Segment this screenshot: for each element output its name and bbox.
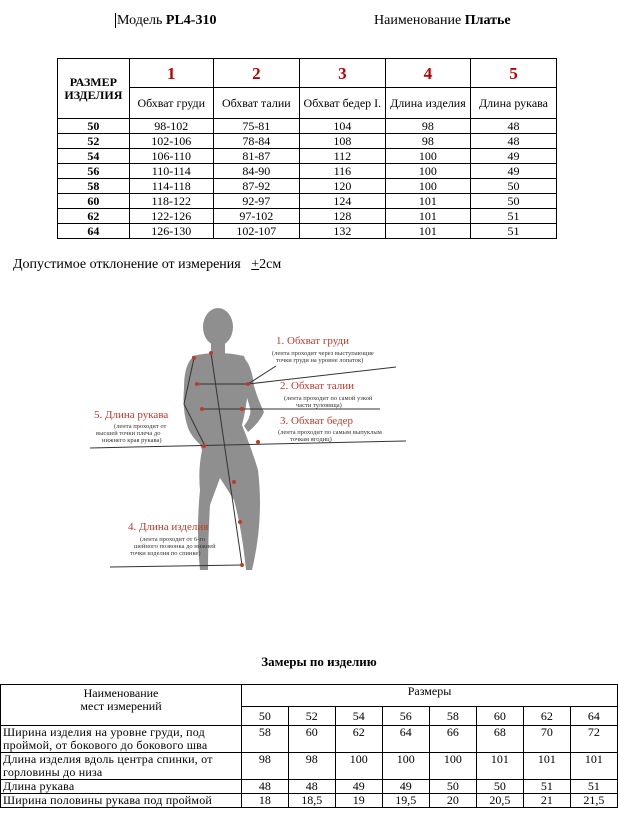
value-cell: 106-110 <box>129 149 213 164</box>
size-row <box>58 119 557 134</box>
measurement-value: 101 <box>476 753 523 780</box>
measurement-value: 21,5 <box>570 794 617 808</box>
size-row <box>58 194 557 209</box>
column-number: 5 <box>470 59 556 88</box>
measurement-value: 66 <box>429 726 476 753</box>
measurement-figure <box>80 300 420 600</box>
measurement-row <box>1 794 618 808</box>
value-cell: 49 <box>470 149 556 164</box>
value-cell: 101 <box>385 224 470 239</box>
measurement-value: 58 <box>242 726 289 753</box>
name-label: Наименование <box>374 13 462 28</box>
size-row <box>58 179 557 194</box>
column-number: 1 <box>129 59 213 88</box>
size-cell: 52 <box>58 134 130 149</box>
value-cell: 116 <box>299 164 385 179</box>
size-cell: 54 <box>58 149 130 164</box>
measurement-value: 101 <box>570 753 617 780</box>
length-label-note: точки изделия по спинке) <box>130 550 201 557</box>
value-cell: 49 <box>470 164 556 179</box>
value-cell: 128 <box>299 209 385 224</box>
length-label-title: 4. Длина изделия <box>128 521 209 533</box>
measurements-title: Замеры по изделию <box>261 654 377 669</box>
value-cell: 50 <box>470 179 556 194</box>
value-cell: 104 <box>299 119 385 134</box>
measurement-name: Ширина половины рукава под проймой <box>1 794 242 808</box>
measurement-value: 21 <box>523 794 570 808</box>
size-cell: 56 <box>58 164 130 179</box>
waist-label-title: 2. Обхват талии <box>280 380 355 392</box>
measurements-table <box>0 684 618 808</box>
size-row <box>58 224 557 239</box>
measurement-value: 51 <box>523 780 570 794</box>
measurement-value: 100 <box>429 753 476 780</box>
measurement-row <box>1 780 618 794</box>
chest-label-note: точки груди на уровне лопаток) <box>276 357 364 364</box>
measurement-value: 49 <box>382 780 429 794</box>
size-row <box>58 149 557 164</box>
value-cell: 98 <box>385 134 470 149</box>
sleeve-label-note: (лента проходит от <box>114 423 167 430</box>
name-line <box>374 13 511 29</box>
value-cell: 114-118 <box>129 179 213 194</box>
value-cell: 48 <box>470 119 556 134</box>
waist-label-note: (лента проходит по самой узкой <box>284 395 373 402</box>
value-cell: 84-90 <box>213 164 299 179</box>
size-column-header: 56 <box>382 707 429 726</box>
measurement-value: 62 <box>335 726 382 753</box>
measurement-value: 20,5 <box>476 794 523 808</box>
value-cell: 102-106 <box>129 134 213 149</box>
measurements-corner <box>1 685 242 726</box>
tolerance-note <box>13 257 281 273</box>
measurement-value: 48 <box>288 780 335 794</box>
measurement-value: 19,5 <box>382 794 429 808</box>
value-cell: 126-130 <box>129 224 213 239</box>
model-value: PL4-310 <box>165 13 217 28</box>
size-column-header: 64 <box>570 707 617 726</box>
measurement-value: 60 <box>288 726 335 753</box>
value-cell: 97-102 <box>213 209 299 224</box>
sleeve-label-note: нижнего края рукава) <box>102 437 162 444</box>
measurement-name: Длина рукава <box>1 780 242 794</box>
corner-label: мест измерений <box>80 699 162 713</box>
value-cell: 124 <box>299 194 385 209</box>
measurement-value: 18,5 <box>288 794 335 808</box>
size-column-header: 60 <box>476 707 523 726</box>
size-column-header: 54 <box>335 707 382 726</box>
value-cell: 112 <box>299 149 385 164</box>
measurement-value: 48 <box>242 780 289 794</box>
value-cell: 98-102 <box>129 119 213 134</box>
column-number: 4 <box>385 59 470 88</box>
chest-label-note: (лента проходит через выступающие <box>272 350 374 357</box>
value-cell: 118-122 <box>129 194 213 209</box>
measurement-value: 100 <box>382 753 429 780</box>
sizes-header: Размеры <box>242 685 618 707</box>
measurement-value: 101 <box>523 753 570 780</box>
value-cell: 75-81 <box>213 119 299 134</box>
size-cell: 64 <box>58 224 130 239</box>
value-cell: 108 <box>299 134 385 149</box>
value-cell: 100 <box>385 164 470 179</box>
measurement-value: 50 <box>476 780 523 794</box>
sleeve-label-title: 5. Длина рукава <box>94 409 169 421</box>
size-column-header: 50 <box>242 707 289 726</box>
measurement-value: 49 <box>335 780 382 794</box>
measurement-name: Ширина изделия на уровне груди, под проймой, от бокового до бокового шва <box>1 726 242 753</box>
measurement-value: 70 <box>523 726 570 753</box>
value-cell: 101 <box>385 194 470 209</box>
chest-label-title: 1. Обхват груди <box>276 335 349 347</box>
measurement-value: 72 <box>570 726 617 753</box>
tolerance-label: Допустимое отклонение от измерения <box>13 257 241 272</box>
column-header: Обхват талии <box>213 88 299 119</box>
column-header: Обхват груди <box>129 88 213 119</box>
model-line <box>115 13 216 29</box>
measurement-value: 100 <box>335 753 382 780</box>
size-cell: 58 <box>58 179 130 194</box>
value-cell: 132 <box>299 224 385 239</box>
size-row <box>58 134 557 149</box>
size-cell: 50 <box>58 119 130 134</box>
value-cell: 100 <box>385 149 470 164</box>
hips-label-note: точкам ягодиц) <box>290 436 332 443</box>
size-corner-label: РАЗМЕР ИЗДЕЛИЯ <box>58 59 130 119</box>
value-cell: 100 <box>385 179 470 194</box>
measurement-value: 68 <box>476 726 523 753</box>
measurement-value: 19 <box>335 794 382 808</box>
column-header: Длина рукава <box>470 88 556 119</box>
corner-label: Наименование <box>83 686 159 700</box>
size-row <box>58 209 557 224</box>
value-cell: 48 <box>470 134 556 149</box>
size-column-header: 62 <box>523 707 570 726</box>
value-cell: 98 <box>385 119 470 134</box>
value-cell: 78-84 <box>213 134 299 149</box>
value-cell: 110-114 <box>129 164 213 179</box>
size-table <box>57 58 557 239</box>
measurement-name: Длина изделия вдоль центра спинки, от горловины до низа <box>1 753 242 780</box>
value-cell: 120 <box>299 179 385 194</box>
length-label-note: шейного позвонка до нижней <box>134 543 216 550</box>
tolerance-value: 2см <box>259 257 282 272</box>
measurement-value: 20 <box>429 794 476 808</box>
column-number: 3 <box>299 59 385 88</box>
value-cell: 122-126 <box>129 209 213 224</box>
value-cell: 51 <box>470 224 556 239</box>
size-cell: 60 <box>58 194 130 209</box>
model-label: Модель <box>117 13 163 28</box>
value-cell: 50 <box>470 194 556 209</box>
measurement-value: 50 <box>429 780 476 794</box>
value-cell: 81-87 <box>213 149 299 164</box>
size-row <box>58 164 557 179</box>
size-column-header: 52 <box>288 707 335 726</box>
column-header: Длина изделия <box>385 88 470 119</box>
column-number: 2 <box>213 59 299 88</box>
value-cell: 87-92 <box>213 179 299 194</box>
hips-label-title: 3. Обхват бедер <box>280 415 353 427</box>
hips-label-note: (лента проходит по самым выпуклым <box>278 429 382 436</box>
value-cell: 101 <box>385 209 470 224</box>
measurement-value: 51 <box>570 780 617 794</box>
measurement-value: 64 <box>382 726 429 753</box>
size-cell: 62 <box>58 209 130 224</box>
measurement-value: 18 <box>242 794 289 808</box>
size-column-header: 58 <box>429 707 476 726</box>
measurement-value: 98 <box>242 753 289 780</box>
measurement-row <box>1 726 618 753</box>
measurement-value: 98 <box>288 753 335 780</box>
sleeve-label-note: высшей точки плеча до <box>96 430 161 437</box>
column-header: Обхват бедер I. <box>299 88 385 119</box>
tolerance-sign: + <box>251 257 260 272</box>
value-cell: 102-107 <box>213 224 299 239</box>
waist-label-note: части туловища) <box>296 402 342 409</box>
measurement-row <box>1 753 618 780</box>
value-cell: 51 <box>470 209 556 224</box>
length-label-note: (лента проходит от 6-го <box>140 536 206 543</box>
name-value: Платье <box>464 13 511 28</box>
value-cell: 92-97 <box>213 194 299 209</box>
